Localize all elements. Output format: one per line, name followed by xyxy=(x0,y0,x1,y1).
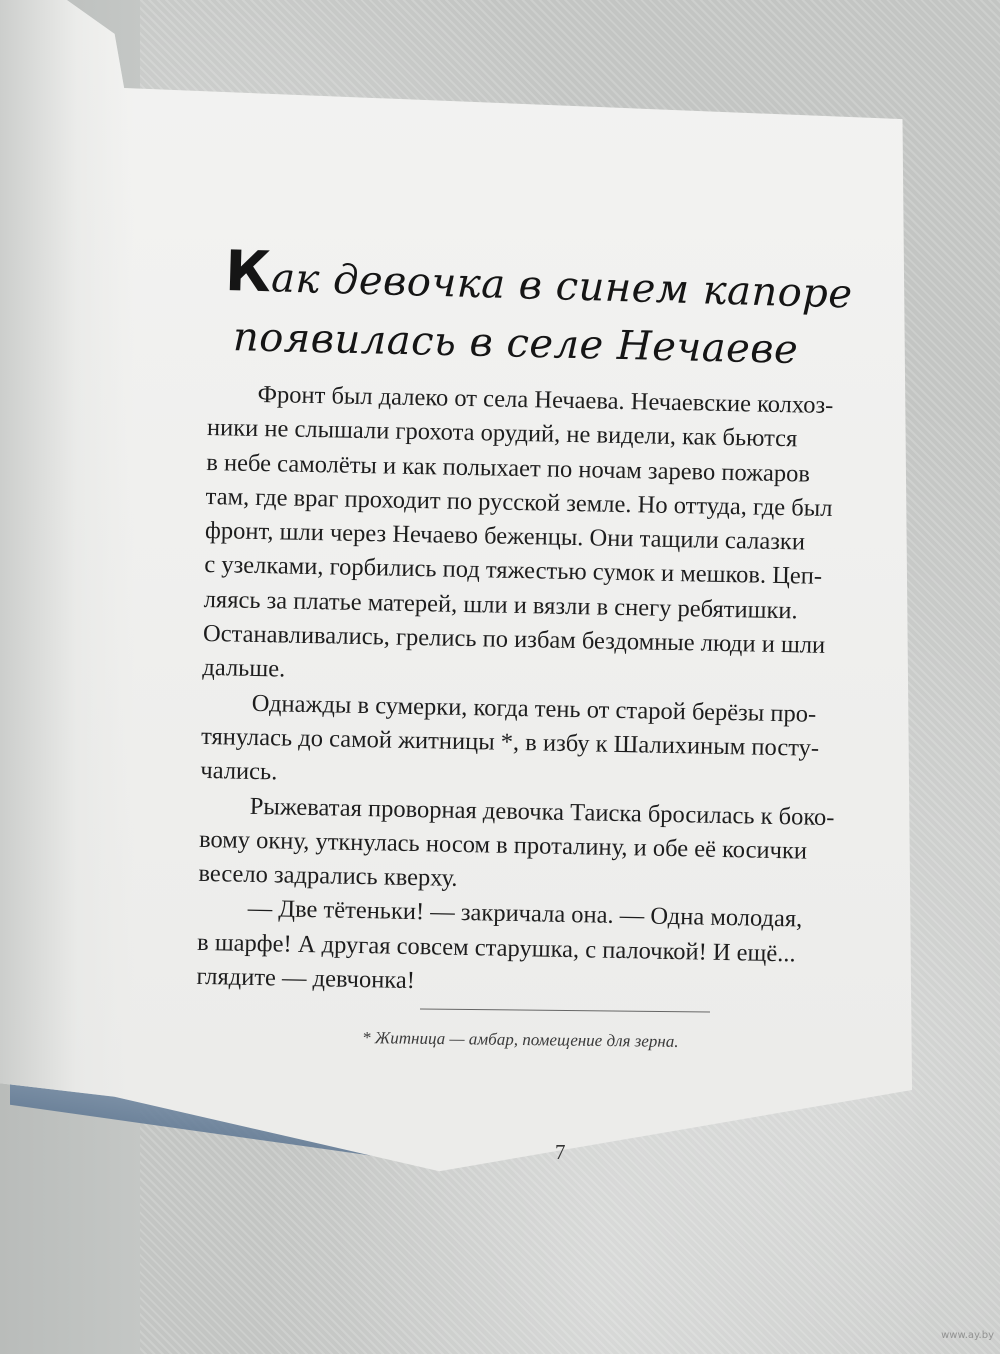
text-line: глядите — девчонка! xyxy=(196,962,416,995)
text-line: там, где враг проходит по русской земле. Но оттуда, где был xyxy=(205,482,833,522)
text-line: — Две тётеньки! — закричала она. — Одна молодая, xyxy=(247,895,803,933)
text-line: в небе самолёты и как полыхает по ночам зарево пожаров xyxy=(206,448,811,488)
text-line: Однажды в сумерки, когда тень от старой берёзы про- xyxy=(251,689,817,728)
text-line: ляясь за платье матерей, шли и вязли в снегу ребятишки. xyxy=(203,585,798,625)
text-line: с узелками, горбились под тяжестью сумок и мешков. Цеп- xyxy=(204,551,823,591)
text-line: Рыжеватая проворная девочка Таиска бросилась к боко- xyxy=(249,792,835,831)
text-line: чались. xyxy=(200,757,278,786)
text-line: весело задрались кверху. xyxy=(198,860,458,893)
text-line: дальше. xyxy=(202,654,286,683)
footnote: * Житница — амбар, помещение для зерна. xyxy=(361,1028,679,1051)
text-line: в шарфе! А другая совсем старушка, с палочкой! И ещё... xyxy=(196,928,796,968)
watermark: www.ay.by xyxy=(941,1330,994,1341)
text-line: фронт, шли через Нечаево беженцы. Они тащили салазки xyxy=(204,517,806,556)
chapter-title-line-2: появилась в селе Нечаеве xyxy=(232,314,799,374)
title-dropcap: К xyxy=(224,239,273,306)
text-line: ники не слышали грохота орудий, не видели, как бьются xyxy=(206,414,798,453)
chapter-title xyxy=(224,239,854,374)
text-line: вому окну, уткнулась носом в проталину, и обе её косички xyxy=(198,825,808,865)
text-line: Останавливались, грелись по избам бездомные люди и шли xyxy=(202,620,826,659)
title-line-1-text: ак девочка в синем капоре xyxy=(270,255,854,318)
text-line: Фронт был далеко от села Нечаева. Нечаевские колхоз- xyxy=(257,380,834,420)
page-number: 7 xyxy=(555,1140,566,1164)
text-line: тянулась до самой житницы *, в избу к Шалихиным посту- xyxy=(200,722,820,762)
body-text xyxy=(196,377,883,1007)
